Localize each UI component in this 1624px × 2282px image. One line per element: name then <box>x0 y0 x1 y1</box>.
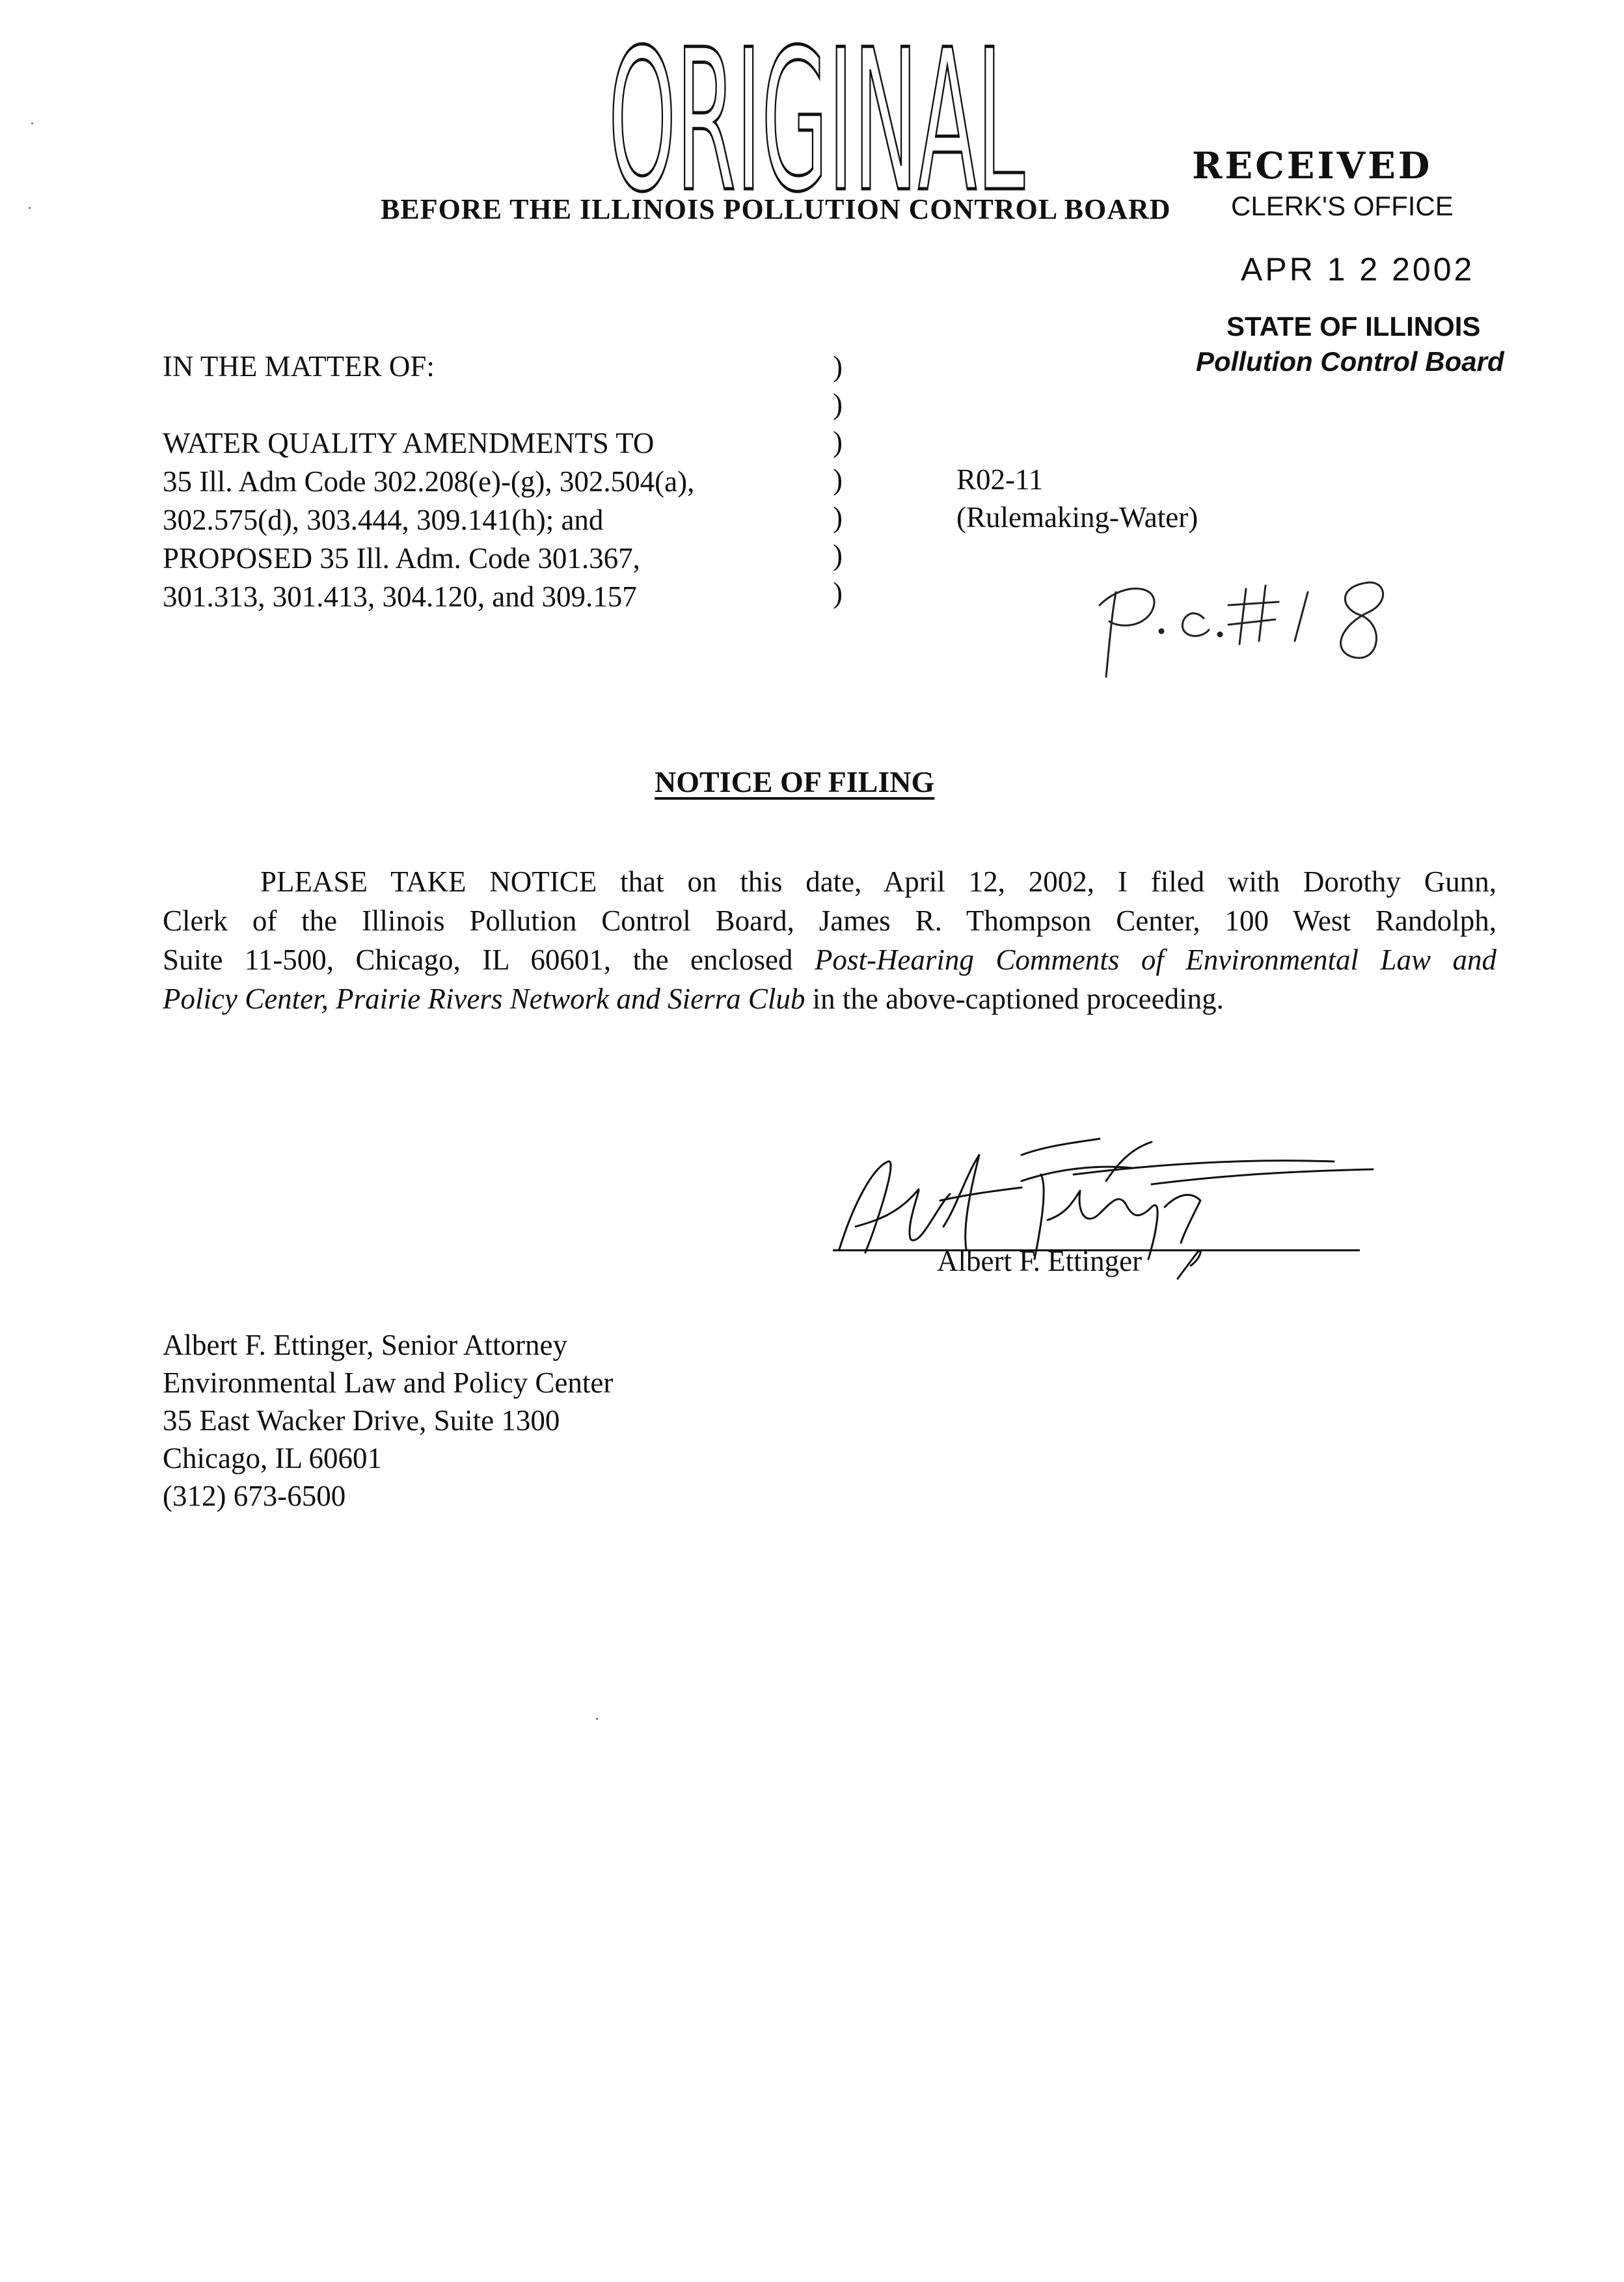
handwritten-note <box>1080 566 1418 696</box>
docket-info <box>956 461 1198 536</box>
document-header: BEFORE THE ILLINOIS POLLUTION CONTROL BOARD <box>381 193 1171 225</box>
caption-paren: ) <box>833 501 843 534</box>
received-stamp-word: RECEIVED <box>1192 144 1433 187</box>
notice-line: Clerk of the Illinois Pollution Control Board, James R. Thompson Center, 100 West Randolph, <box>163 904 1496 937</box>
address-line: Chicago, IL 60601 <box>163 1442 383 1474</box>
caption-line: 302.575(d), 303.444, 309.141(h); and <box>163 504 604 536</box>
received-stamp-office: CLERK'S OFFICE <box>1231 191 1454 221</box>
document-title: Post-Hearing Comments of Environmental Law and <box>814 944 1497 976</box>
case-caption <box>163 347 694 616</box>
received-stamp-date: APR 1 2 2002 <box>1241 251 1475 288</box>
caption-matter: IN THE MATTER OF: <box>163 350 435 383</box>
signer-name: Albert F. Ettinger <box>937 1245 1143 1277</box>
address-line: Environmental Law and Policy Center <box>163 1366 614 1399</box>
address-line: Albert F. Ettinger, Senior Attorney <box>163 1329 568 1361</box>
address-line: (312) 673-6500 <box>163 1480 346 1512</box>
scan-speck <box>31 122 33 124</box>
caption-paren: ) <box>833 463 843 496</box>
received-stamp-state: STATE OF ILLINOIS <box>1226 311 1481 342</box>
caption-line: 35 Ill. Adm Code 302.208(e)-(g), 302.504(a), <box>163 465 695 498</box>
scan-speck <box>596 1718 598 1720</box>
caption-paren: ) <box>833 577 843 609</box>
notice-line: Policy Center, Prairie Rivers Network and Sierra Club in the above-captioned proceeding. <box>163 983 1224 1015</box>
caption-line: 301.313, 301.413, 304.120, and 309.157 <box>163 580 637 613</box>
caption-paren: ) <box>833 539 843 571</box>
document-title: Policy Center, Prairie Rivers Network and Sierra Club <box>163 983 805 1015</box>
address-block <box>163 1326 613 1515</box>
caption-paren: ) <box>833 350 843 383</box>
docket-type: (Rulemaking-Water) <box>956 501 1198 534</box>
address-line: 35 East Wacker Drive, Suite 1300 <box>163 1404 560 1437</box>
notice-line: PLEASE TAKE NOTICE that on this date, April 12, 2002, I filed with Dorothy Gunn, <box>260 865 1496 898</box>
notice-paragraph <box>163 862 1496 1018</box>
original-stamp <box>602 13 1031 202</box>
notice-line: Suite 11-500, Chicago, IL 60601, the enclosed Post-Hearing Comments of Environmental Law and <box>163 944 1497 976</box>
caption-paren: ) <box>833 426 843 458</box>
scan-speck <box>29 207 31 209</box>
original-stamp-graphic <box>602 13 1031 202</box>
caption-line: PROPOSED 35 Ill. Adm. Code 301.367, <box>163 542 640 575</box>
caption-paren: ) <box>833 388 843 420</box>
notice-title: NOTICE OF FILING <box>655 765 935 798</box>
caption-line: WATER QUALITY AMENDMENTS TO <box>163 427 655 459</box>
received-stamp-board: Pollution Control Board <box>1196 346 1504 377</box>
original-stamp-text: ORIGINAL <box>608 13 1025 202</box>
caption-parens <box>833 347 843 612</box>
docket-number: R02-11 <box>956 463 1044 496</box>
